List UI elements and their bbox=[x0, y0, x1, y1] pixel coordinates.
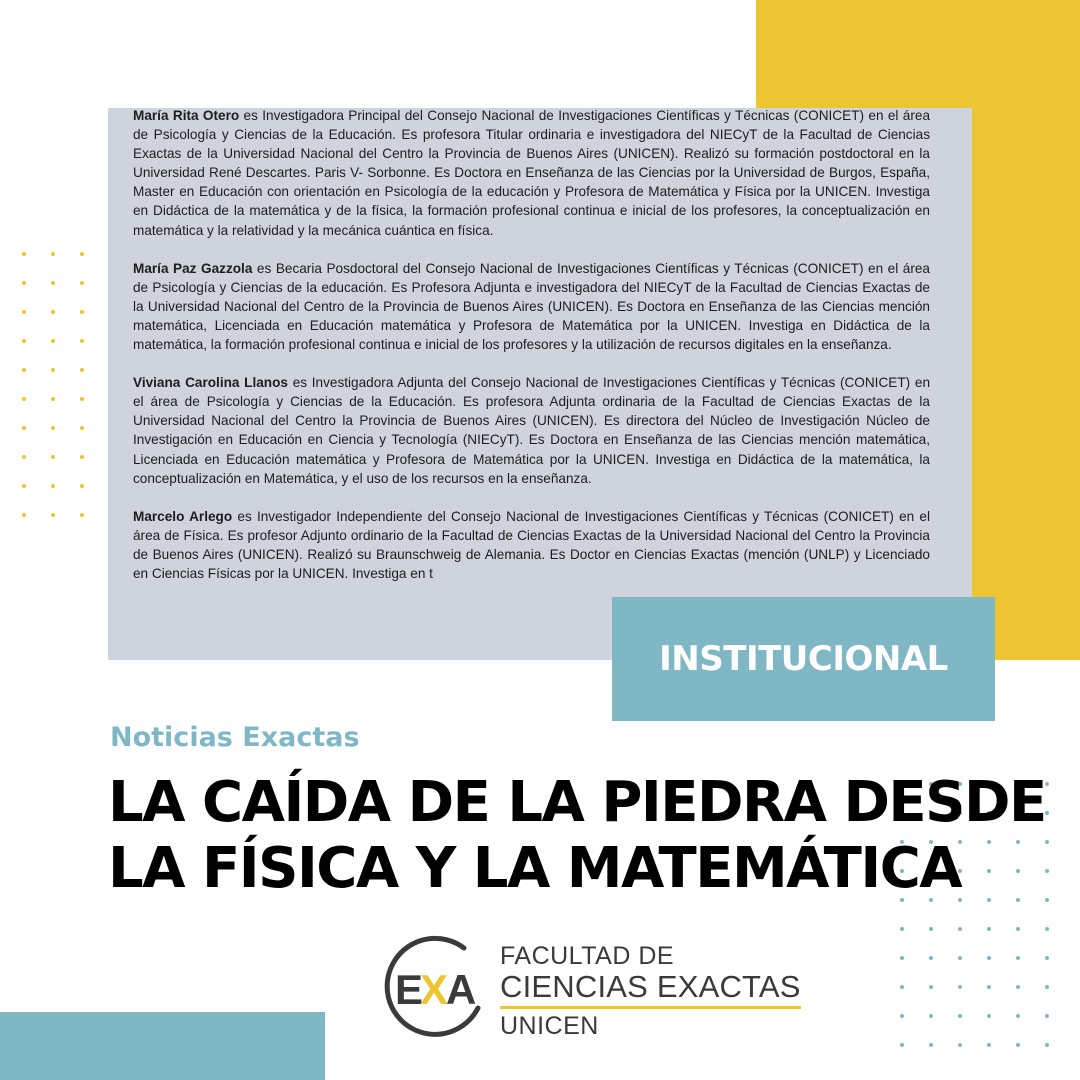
pattern-dot bbox=[80, 513, 84, 517]
pattern-dot bbox=[900, 1043, 904, 1047]
pattern-dot bbox=[1016, 1014, 1020, 1018]
pattern-dot bbox=[987, 1014, 991, 1018]
exa-logo-mark-icon bbox=[382, 934, 492, 1044]
bio-name: María Paz Gazzola bbox=[133, 260, 253, 276]
pattern-dot bbox=[1016, 956, 1020, 960]
bio-paragraph bbox=[133, 259, 930, 354]
category-badge-label: INSTITUCIONAL bbox=[659, 639, 948, 679]
pattern-dot bbox=[51, 339, 55, 343]
svg-text:X: X bbox=[420, 966, 449, 1013]
pattern-dot bbox=[929, 1043, 933, 1047]
pattern-dot bbox=[958, 956, 962, 960]
pattern-dot bbox=[51, 368, 55, 372]
pattern-dot bbox=[958, 1014, 962, 1018]
logo-line-faculty: FACULTAD DE bbox=[500, 942, 675, 970]
logo-line-university: UNICEN bbox=[500, 1012, 599, 1040]
bio-name: María Rita Otero bbox=[133, 108, 240, 123]
pattern-dot bbox=[80, 426, 84, 430]
bio-paragraph bbox=[133, 373, 930, 488]
pattern-dot bbox=[80, 281, 84, 285]
bio-name: Marcelo Arlego bbox=[133, 508, 233, 524]
bio-name: Viviana Carolina Llanos bbox=[133, 375, 288, 391]
pattern-dot bbox=[51, 484, 55, 488]
bio-paragraph bbox=[133, 507, 930, 583]
pattern-dot bbox=[22, 513, 26, 517]
pattern-dot bbox=[929, 956, 933, 960]
svg-text:E: E bbox=[395, 966, 424, 1013]
logo-line-sciences: CIENCIAS EXACTAS bbox=[500, 970, 801, 1009]
svg-text:A: A bbox=[446, 966, 477, 1013]
pattern-dot bbox=[80, 339, 84, 343]
pattern-dot bbox=[51, 455, 55, 459]
document-excerpt bbox=[108, 108, 972, 660]
pattern-dot bbox=[987, 1043, 991, 1047]
pattern-dot bbox=[51, 513, 55, 517]
pattern-dot bbox=[22, 368, 26, 372]
pattern-dot bbox=[1016, 927, 1020, 931]
pattern-dot bbox=[80, 310, 84, 314]
pattern-dot bbox=[900, 927, 904, 931]
pattern-dot bbox=[900, 985, 904, 989]
pattern-dot bbox=[1045, 1014, 1049, 1018]
pattern-dot bbox=[51, 397, 55, 401]
pattern-dot bbox=[1045, 927, 1049, 931]
section-kicker: Noticias Exactas bbox=[110, 722, 360, 753]
headline bbox=[108, 770, 1068, 902]
pattern-dot bbox=[1045, 956, 1049, 960]
category-badge bbox=[612, 597, 995, 721]
teal-accent-bar bbox=[0, 1012, 325, 1080]
bio-text: es Becaria Posdoctoral del Consejo Nacional de Investigaciones Científicas y Técnicas (CONICET) en el área de Psicología y Ciencias de la educación. Es Profesora Adjunta e investigadora del NIECyT de la Facultad de Ciencias Exactas de la Universidad Nacional del Centro de la Provincia de Buenos Aires (UNICEN). Es Doctora en Enseñanza de las Ciencias mención matemática, Licenciada en Educación matemática y Profesora de Matemática por la UNICEN. Investiga en Didáctica de la matemática, la formación profesional continua e inicial de los profesores y la utilización de recursos digitales en la enseñanza. bbox=[133, 260, 930, 353]
bio-text: es Investigador Independiente del Consejo Nacional de Investigaciones Científicas y Técnicas (CONICET) en el área de Física. Es profesor Adjunto ordinario de la Facultad de Ciencias Exactas de la Universidad Nacional del Centro la Provincia de Buenos Aires (UNICEN). Realizó su Braunschweig de Alemania. Es Doctor en Ciencias Exactas (mención (UNLP) y Licenciado en Ciencias Físicas por la UNICEN. Investiga en t bbox=[133, 508, 931, 581]
pattern-dot bbox=[22, 252, 26, 256]
pattern-dot bbox=[958, 985, 962, 989]
pattern-dot bbox=[22, 397, 26, 401]
bio-paragraph bbox=[133, 108, 930, 240]
pattern-dot bbox=[929, 1014, 933, 1018]
pattern-dot bbox=[80, 484, 84, 488]
pattern-dot bbox=[1016, 1043, 1020, 1047]
pattern-dot bbox=[22, 455, 26, 459]
pattern-dot bbox=[1045, 985, 1049, 989]
bio-text: es Investigadora Principal del Consejo Nacional de Investigaciones Científicas y Técnicas (CONICET) en el área de Psicología y Ciencias de la Educación. Es profesora Titular ordinaria e investigadora del NIECyT de la Facultad de Ciencias Exactas de la Universidad Nacional del Centro la Provincia de Buenos Aires (UNICEN). Realizó su formación postdoctoral en la Universidad René Descartes. Paris V- Sorbonne. Es Doctora en Enseñanza de las Ciencias por la Universidad de Burgos, España, Master en Educación con orientación en Psicología de la educación y Profesora de Matemática y Física por la UNICEN. Investiga en Didáctica de la matemática y de la física, la formación profesional continua e inicial de los profesores, la conceptualización en matemática y la relatividad y la mecánica cuántica en física. bbox=[133, 108, 931, 238]
pattern-dot bbox=[958, 1043, 962, 1047]
pattern-dot bbox=[987, 927, 991, 931]
pattern-dot bbox=[51, 252, 55, 256]
headline-line-2: LA FÍSICA Y LA MATEMÁTICA bbox=[108, 836, 962, 901]
headline-line-1: LA CAÍDA DE LA PIEDRA DESDE bbox=[108, 770, 1046, 835]
pattern-dot bbox=[958, 927, 962, 931]
pattern-dot bbox=[51, 426, 55, 430]
bio-text: es Investigadora Adjunta del Consejo Nacional de Investigaciones Científicas y Técnicas (CONICET) en el área de Psicología y Ciencias de la Educación. Es profesora Adjunta ordinaria de la Facultad de Ciencias Exactas de la Universidad Nacional del Centro la Provincia de Buenos Aires (UNICEN). Es directora del Núcleo de Investigación Núcleo de Investigación en Educación en Ciencia y Tecnología (NIECyT). Es Doctora en Enseñanza de las Ciencias mención matemática, Licenciada en Educación matemática y Profesora de Matemática por la UNICEN. Investiga en Didáctica de la matemática, la conceptualización en Matemática, y el uso de los recursos en la enseñanza. bbox=[133, 375, 931, 486]
pattern-dot bbox=[22, 426, 26, 430]
pattern-dot bbox=[51, 310, 55, 314]
pattern-dot bbox=[22, 339, 26, 343]
pattern-dot bbox=[987, 956, 991, 960]
pattern-dot bbox=[1045, 1043, 1049, 1047]
pattern-dot bbox=[22, 281, 26, 285]
pattern-dot bbox=[80, 455, 84, 459]
pattern-dot bbox=[22, 310, 26, 314]
pattern-dot bbox=[80, 252, 84, 256]
logo-wordmark bbox=[500, 942, 801, 1041]
document-text bbox=[108, 108, 972, 583]
pattern-dot bbox=[900, 1014, 904, 1018]
pattern-dot bbox=[80, 368, 84, 372]
pattern-dot bbox=[80, 397, 84, 401]
pattern-dot bbox=[1016, 985, 1020, 989]
pattern-dot bbox=[51, 281, 55, 285]
pattern-dot bbox=[987, 985, 991, 989]
pattern-dot bbox=[900, 956, 904, 960]
pattern-dot bbox=[22, 484, 26, 488]
pattern-dot bbox=[929, 927, 933, 931]
pattern-dot bbox=[929, 985, 933, 989]
faculty-logo bbox=[382, 934, 812, 1044]
